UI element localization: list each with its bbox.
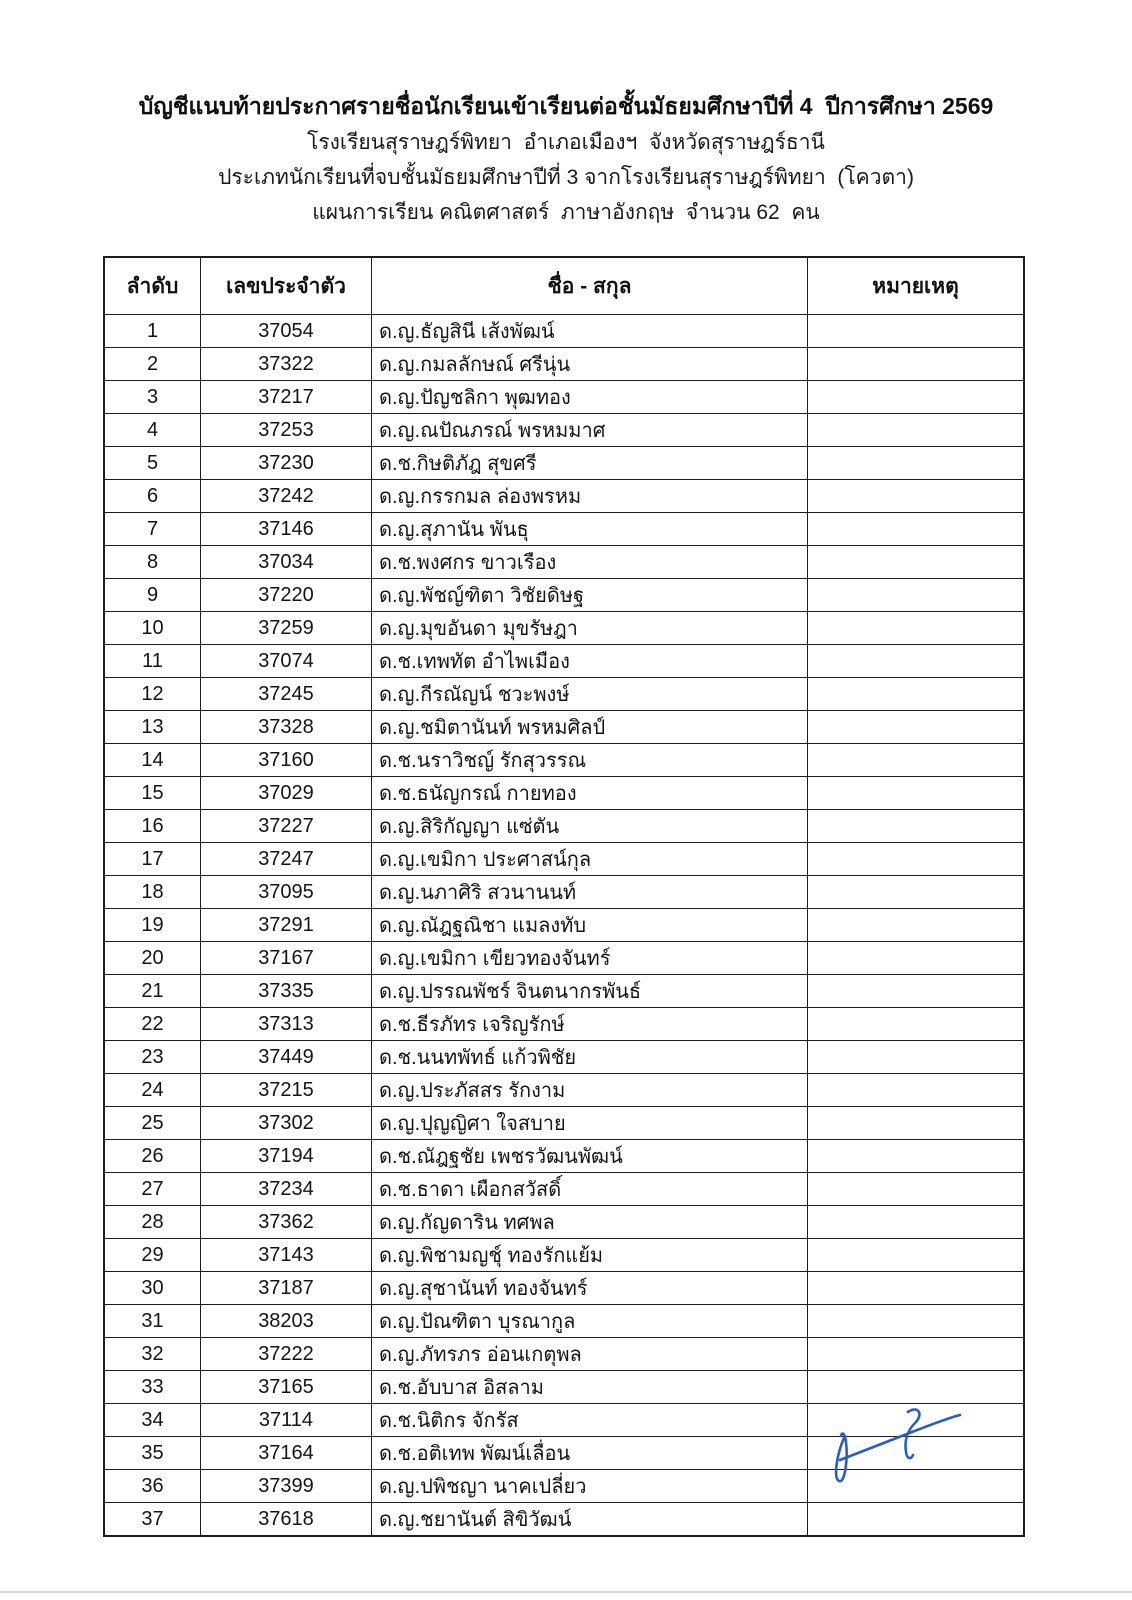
student-id: 37194 xyxy=(201,1140,372,1173)
student-name: ด.ญ.นภาศิริ สวนานนท์ xyxy=(372,876,808,909)
table-row xyxy=(104,1404,1024,1437)
table-row xyxy=(104,513,1024,546)
row-note xyxy=(808,1503,1025,1537)
scan-edge-artifact xyxy=(0,1591,1132,1593)
row-note xyxy=(808,1173,1025,1206)
row-number: 36 xyxy=(104,1470,201,1503)
student-name: ด.ช.อติเทพ พัฒน์เลื่อน xyxy=(372,1437,808,1470)
row-note xyxy=(808,1437,1025,1470)
student-name: ด.ช.เทพทัต อำไพเมือง xyxy=(372,645,808,678)
student-table xyxy=(103,256,1025,1537)
row-number: 32 xyxy=(104,1338,201,1371)
table-row xyxy=(104,414,1024,447)
column-header-name: ชื่อ - สกุล xyxy=(372,257,808,315)
table-row xyxy=(104,447,1024,480)
student-name: ด.ญ.ธัญสินี เส้งพัฒน์ xyxy=(372,315,808,348)
column-header-note: หมายเหตุ xyxy=(808,257,1025,315)
table-row xyxy=(104,777,1024,810)
student-name: ด.ญ.สุภานัน พันธุ xyxy=(372,513,808,546)
row-number: 2 xyxy=(104,348,201,381)
row-note xyxy=(808,678,1025,711)
row-note xyxy=(808,1305,1025,1338)
row-note xyxy=(808,612,1025,645)
row-note xyxy=(808,1206,1025,1239)
table-row xyxy=(104,1173,1024,1206)
table-row xyxy=(104,1107,1024,1140)
row-note xyxy=(808,1074,1025,1107)
row-note xyxy=(808,1107,1025,1140)
student-name: ด.ญ.ณัฎฐณิชา แมลงทับ xyxy=(372,909,808,942)
table-row xyxy=(104,1503,1024,1537)
row-number: 4 xyxy=(104,414,201,447)
row-number: 25 xyxy=(104,1107,201,1140)
student-id: 37165 xyxy=(201,1371,372,1404)
table-row xyxy=(104,1437,1024,1470)
table-row xyxy=(104,843,1024,876)
row-number: 28 xyxy=(104,1206,201,1239)
row-note xyxy=(808,810,1025,843)
row-number: 8 xyxy=(104,546,201,579)
row-note xyxy=(808,942,1025,975)
table-row xyxy=(104,678,1024,711)
row-number: 23 xyxy=(104,1041,201,1074)
student-name: ด.ญ.ปพิชญา นาคเปลี่ยว xyxy=(372,1470,808,1503)
row-number: 17 xyxy=(104,843,201,876)
student-id: 37114 xyxy=(201,1404,372,1437)
table-row xyxy=(104,579,1024,612)
row-note xyxy=(808,348,1025,381)
row-number: 26 xyxy=(104,1140,201,1173)
row-number: 10 xyxy=(104,612,201,645)
student-id: 37187 xyxy=(201,1272,372,1305)
student-id: 37167 xyxy=(201,942,372,975)
row-number: 37 xyxy=(104,1503,201,1537)
table-row xyxy=(104,612,1024,645)
table-row xyxy=(104,711,1024,744)
student-name: ด.ช.ณัฎฐชัย เพชรวัฒนพัฒน์ xyxy=(372,1140,808,1173)
student-id: 38203 xyxy=(201,1305,372,1338)
student-id: 37034 xyxy=(201,546,372,579)
school-name-line: โรงเรียนสุราษฎร์พิทยา อำเภอเมืองฯ จังหวัดสุราษฎร์ธานี xyxy=(307,131,825,154)
row-note xyxy=(808,1338,1025,1371)
student-name: ด.ญ.พัชญ์ฑิตา วิชัยดิษฐ xyxy=(372,579,808,612)
row-note xyxy=(808,480,1025,513)
table-row xyxy=(104,480,1024,513)
row-number: 13 xyxy=(104,711,201,744)
student-id: 37074 xyxy=(201,645,372,678)
student-id: 37143 xyxy=(201,1239,372,1272)
row-number: 24 xyxy=(104,1074,201,1107)
table-row xyxy=(104,1041,1024,1074)
student-name: ด.ญ.เขมิกา เขียวทองจันทร์ xyxy=(372,942,808,975)
row-note xyxy=(808,876,1025,909)
student-id: 37217 xyxy=(201,381,372,414)
row-number: 27 xyxy=(104,1173,201,1206)
student-name: ด.ช.ธนัญกรณ์ กายทอง xyxy=(372,777,808,810)
student-id: 37302 xyxy=(201,1107,372,1140)
student-id: 37259 xyxy=(201,612,372,645)
student-name: ด.ญ.ประภัสสร รักงาม xyxy=(372,1074,808,1107)
row-note xyxy=(808,1041,1025,1074)
student-name: ด.ช.พงศกร ขาวเรือง xyxy=(372,546,808,579)
student-name: ด.ญ.กีรณัญน์ ชวะพงษ์ xyxy=(372,678,808,711)
row-number: 12 xyxy=(104,678,201,711)
row-note xyxy=(808,843,1025,876)
row-number: 15 xyxy=(104,777,201,810)
row-number: 9 xyxy=(104,579,201,612)
table-row xyxy=(104,645,1024,678)
student-id: 37029 xyxy=(201,777,372,810)
student-id: 37146 xyxy=(201,513,372,546)
document-header xyxy=(0,88,1132,230)
student-id: 37328 xyxy=(201,711,372,744)
student-id: 37313 xyxy=(201,1008,372,1041)
student-name: ด.ญ.ชมิตานันท์ พรหมศิลป์ xyxy=(372,711,808,744)
table-row xyxy=(104,1074,1024,1107)
table-row xyxy=(104,381,1024,414)
row-number: 31 xyxy=(104,1305,201,1338)
table-row xyxy=(104,315,1024,348)
student-id: 37362 xyxy=(201,1206,372,1239)
row-note xyxy=(808,579,1025,612)
row-number: 33 xyxy=(104,1371,201,1404)
row-number: 21 xyxy=(104,975,201,1008)
row-note xyxy=(808,645,1025,678)
row-number: 22 xyxy=(104,1008,201,1041)
row-note xyxy=(808,1239,1025,1272)
row-number: 3 xyxy=(104,381,201,414)
row-note xyxy=(808,1272,1025,1305)
student-table-head xyxy=(104,257,1024,315)
student-id: 37291 xyxy=(201,909,372,942)
student-name: ด.ญ.เขมิกา ประศาสน์กุล xyxy=(372,843,808,876)
column-header-id: เลขประจำตัว xyxy=(201,257,372,315)
student-id: 37253 xyxy=(201,414,372,447)
student-id: 37618 xyxy=(201,1503,372,1537)
row-number: 1 xyxy=(104,315,201,348)
row-number: 18 xyxy=(104,876,201,909)
table-row xyxy=(104,1239,1024,1272)
table-row xyxy=(104,1371,1024,1404)
row-note xyxy=(808,381,1025,414)
table-row xyxy=(104,1470,1024,1503)
student-name: ด.ญ.ปัณฑิตา บุรณากูล xyxy=(372,1305,808,1338)
row-number: 29 xyxy=(104,1239,201,1272)
row-note xyxy=(808,1008,1025,1041)
student-name: ด.ญ.สุชานันท์ ทองจันทร์ xyxy=(372,1272,808,1305)
student-name: ด.ช.นนทพัทธ์ แก้วพิชัย xyxy=(372,1041,808,1074)
table-row xyxy=(104,744,1024,777)
student-name: ด.ช.ธาดา เผือกสวัสดิ์ xyxy=(372,1173,808,1206)
row-note xyxy=(808,315,1025,348)
table-row xyxy=(104,1140,1024,1173)
row-note xyxy=(808,777,1025,810)
student-name: ด.ช.ธีรภัทร เจริญรักษ์ xyxy=(372,1008,808,1041)
student-name: ด.ช.นราวิชญ์ รักสุวรรณ xyxy=(372,744,808,777)
column-header-no: ลำดับ xyxy=(104,257,201,315)
student-name: ด.ญ.กรรกมล ล่องพรหม xyxy=(372,480,808,513)
table-row xyxy=(104,348,1024,381)
table-row xyxy=(104,810,1024,843)
table-row xyxy=(104,876,1024,909)
student-name: ด.ญ.พิชามญชุ์ ทองรักแย้ม xyxy=(372,1239,808,1272)
table-row xyxy=(104,1338,1024,1371)
row-note xyxy=(808,1140,1025,1173)
row-number: 6 xyxy=(104,480,201,513)
row-number: 20 xyxy=(104,942,201,975)
student-id: 37449 xyxy=(201,1041,372,1074)
student-name: ด.ช.นิติกร จักรัส xyxy=(372,1404,808,1437)
student-id: 37322 xyxy=(201,348,372,381)
student-name: ด.ญ.ปัญชลิกา พุฒทอง xyxy=(372,381,808,414)
row-note xyxy=(808,447,1025,480)
student-id: 37245 xyxy=(201,678,372,711)
table-row xyxy=(104,546,1024,579)
student-name: ด.ญ.ปุญญิศา ใจสบาย xyxy=(372,1107,808,1140)
table-row xyxy=(104,1272,1024,1305)
student-id: 37227 xyxy=(201,810,372,843)
student-name: ด.ญ.ปรรณพัชร์ จินตนากรพันธ์ xyxy=(372,975,808,1008)
row-number: 16 xyxy=(104,810,201,843)
student-name: ด.ช.อับบาส อิสลาม xyxy=(372,1371,808,1404)
student-name: ด.ญ.มุขอันดา มุขรัษฎา xyxy=(372,612,808,645)
header-row xyxy=(104,257,1024,315)
student-name: ด.ญ.ชยานันต์ สิขิวัฒน์ xyxy=(372,1503,808,1537)
row-note xyxy=(808,513,1025,546)
row-note xyxy=(808,744,1025,777)
table-row xyxy=(104,909,1024,942)
table-row xyxy=(104,975,1024,1008)
student-id: 37335 xyxy=(201,975,372,1008)
student-id: 37242 xyxy=(201,480,372,513)
table-row xyxy=(104,942,1024,975)
student-type-line: ประเภทนักเรียนที่จบชั้นมัธยมศึกษาปีที่ 3 จากโรงเรียนสุราษฎร์พิทยา (โควตา) xyxy=(218,166,914,189)
student-id: 37160 xyxy=(201,744,372,777)
study-plan-line: แผนการเรียน คณิตศาสตร์ ภาษาอังกฤษ จำนวน 62 คน xyxy=(312,201,820,224)
student-id: 37215 xyxy=(201,1074,372,1107)
row-note xyxy=(808,1470,1025,1503)
row-number: 11 xyxy=(104,645,201,678)
student-name: ด.ญ.กมลลักษณ์ ศรีนุ่น xyxy=(372,348,808,381)
student-name: ด.ช.กิษติภัฎ สุขศรี xyxy=(372,447,808,480)
student-id: 37164 xyxy=(201,1437,372,1470)
table-row xyxy=(104,1008,1024,1041)
student-name: ด.ญ.ณปัณภรณ์ พรหมมาศ xyxy=(372,414,808,447)
row-number: 5 xyxy=(104,447,201,480)
student-id: 37399 xyxy=(201,1470,372,1503)
student-name: ด.ญ.สิริกัญญา แซ่ตัน xyxy=(372,810,808,843)
student-id: 37220 xyxy=(201,579,372,612)
table-row xyxy=(104,1206,1024,1239)
student-id: 37230 xyxy=(201,447,372,480)
student-id: 37247 xyxy=(201,843,372,876)
row-number: 30 xyxy=(104,1272,201,1305)
student-name: ด.ญ.ภัทรภร อ่อนเกตุพล xyxy=(372,1338,808,1371)
row-note xyxy=(808,1404,1025,1437)
row-note xyxy=(808,546,1025,579)
row-number: 14 xyxy=(104,744,201,777)
row-note xyxy=(808,1371,1025,1404)
table-row xyxy=(104,1305,1024,1338)
row-note xyxy=(808,975,1025,1008)
row-number: 34 xyxy=(104,1404,201,1437)
row-note xyxy=(808,414,1025,447)
student-name: ด.ญ.กัญดาริน ทศพล xyxy=(372,1206,808,1239)
student-id: 37234 xyxy=(201,1173,372,1206)
row-number: 19 xyxy=(104,909,201,942)
row-note xyxy=(808,909,1025,942)
student-id: 37222 xyxy=(201,1338,372,1371)
document-title: บัญชีแนบท้ายประกาศรายชื่อนักเรียนเข้าเรียนต่อชั้นมัธยมศึกษาปีที่ 4 ปีการศึกษา 2569 xyxy=(138,93,994,119)
student-id: 37054 xyxy=(201,315,372,348)
row-note xyxy=(808,711,1025,744)
row-number: 35 xyxy=(104,1437,201,1470)
student-table-body xyxy=(104,315,1024,1537)
row-number: 7 xyxy=(104,513,201,546)
student-id: 37095 xyxy=(201,876,372,909)
